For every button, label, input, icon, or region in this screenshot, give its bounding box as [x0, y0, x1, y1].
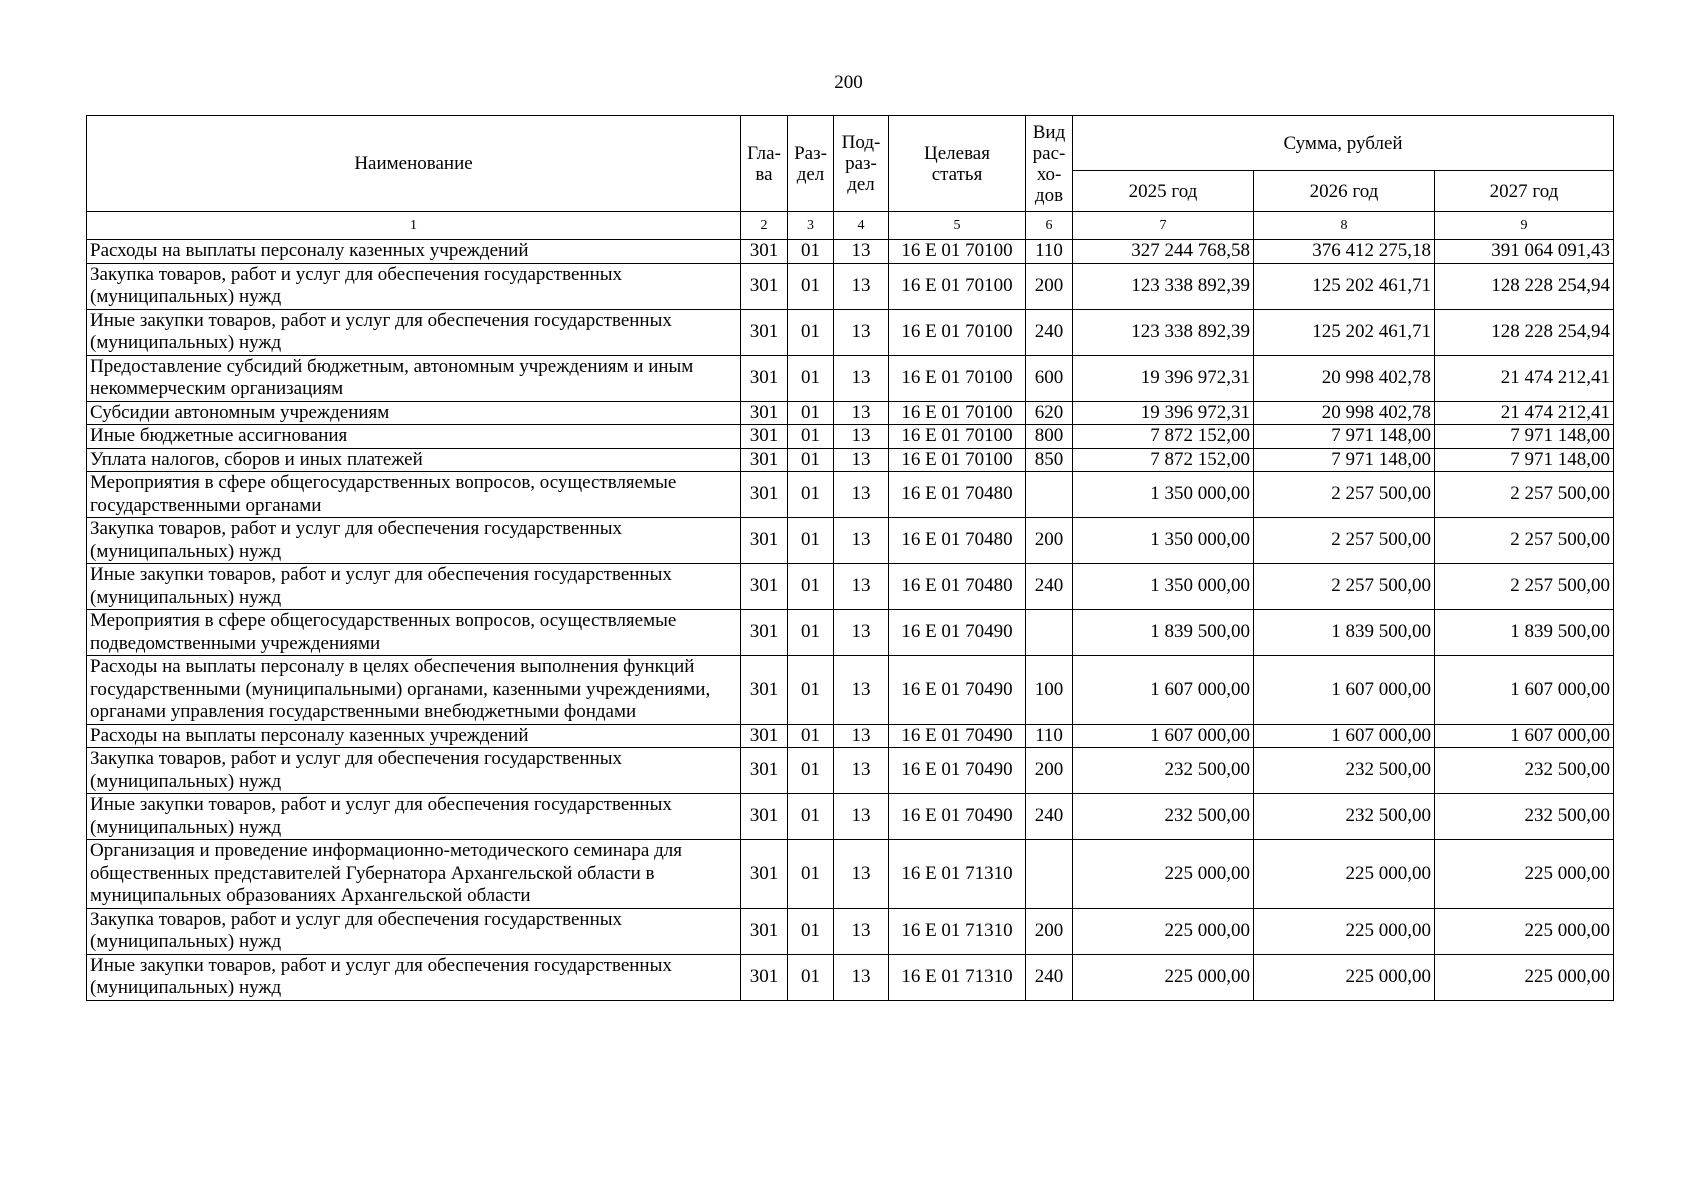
row-subsection: 13	[834, 564, 889, 610]
row-name: Предоставление субсидий бюджетным, автономным учреждениям и иным некоммерческим организациям	[87, 355, 741, 401]
row-sum-2025: 225 000,00	[1073, 954, 1254, 1000]
row-target-article: 16 Е 01 71310	[889, 840, 1026, 909]
row-section: 01	[788, 401, 834, 425]
row-expense-type: 200	[1026, 908, 1073, 954]
table-row	[87, 263, 1614, 309]
row-subsection: 13	[834, 425, 889, 449]
table-row	[87, 610, 1614, 656]
row-sum-2027: 7 971 148,00	[1435, 448, 1614, 472]
row-subsection: 13	[834, 518, 889, 564]
row-sum-2027: 1 607 000,00	[1435, 656, 1614, 725]
table-row	[87, 840, 1614, 909]
row-sum-2026: 232 500,00	[1254, 748, 1435, 794]
row-chapter: 301	[741, 518, 788, 564]
table-row	[87, 425, 1614, 449]
table-row	[87, 564, 1614, 610]
row-sum-2025: 1 350 000,00	[1073, 518, 1254, 564]
row-section: 01	[788, 355, 834, 401]
row-sum-2027: 7 971 148,00	[1435, 425, 1614, 449]
row-sum-2025: 1 607 000,00	[1073, 724, 1254, 748]
row-name: Закупка товаров, работ и услуг для обеспечения государственных (муниципальных) нужд	[87, 748, 741, 794]
row-expense-type: 240	[1026, 564, 1073, 610]
row-subsection: 13	[834, 309, 889, 355]
row-sum-2025: 1 350 000,00	[1073, 564, 1254, 610]
row-sum-2027: 21 474 212,41	[1435, 401, 1614, 425]
row-sum-2026: 125 202 461,71	[1254, 263, 1435, 309]
row-target-article: 16 Е 01 70100	[889, 240, 1026, 264]
row-expense-type: 110	[1026, 724, 1073, 748]
table-row	[87, 724, 1614, 748]
row-sum-2025: 225 000,00	[1073, 908, 1254, 954]
row-target-article: 16 Е 01 70490	[889, 748, 1026, 794]
table-row	[87, 656, 1614, 725]
row-chapter: 301	[741, 263, 788, 309]
budget-table	[86, 115, 1614, 1001]
table-row	[87, 401, 1614, 425]
row-target-article: 16 Е 01 70490	[889, 656, 1026, 725]
table-row	[87, 309, 1614, 355]
row-subsection: 13	[834, 448, 889, 472]
row-expense-type: 800	[1026, 425, 1073, 449]
row-name: Иные закупки товаров, работ и услуг для обеспечения государственных (муниципальных) нужд	[87, 309, 741, 355]
row-section: 01	[788, 425, 834, 449]
row-subsection: 13	[834, 656, 889, 725]
row-expense-type: 200	[1026, 748, 1073, 794]
row-expense-type: 850	[1026, 448, 1073, 472]
row-subsection: 13	[834, 840, 889, 909]
column-number: 2	[741, 212, 788, 240]
row-sum-2025: 123 338 892,39	[1073, 309, 1254, 355]
table-row	[87, 448, 1614, 472]
row-name: Закупка товаров, работ и услуг для обеспечения государственных (муниципальных) нужд	[87, 518, 741, 564]
row-sum-2025: 1 839 500,00	[1073, 610, 1254, 656]
header-subsection: Под- раз- дел	[834, 116, 889, 212]
row-name: Расходы на выплаты персоналу казенных учреждений	[87, 724, 741, 748]
row-sum-2027: 232 500,00	[1435, 794, 1614, 840]
row-sum-2027: 1 839 500,00	[1435, 610, 1614, 656]
row-sum-2025: 1 350 000,00	[1073, 472, 1254, 518]
column-number: 4	[834, 212, 889, 240]
table-row	[87, 908, 1614, 954]
row-section: 01	[788, 309, 834, 355]
row-subsection: 13	[834, 355, 889, 401]
row-section: 01	[788, 472, 834, 518]
row-subsection: 13	[834, 724, 889, 748]
row-subsection: 13	[834, 263, 889, 309]
row-expense-type: 200	[1026, 263, 1073, 309]
row-name: Расходы на выплаты персоналу казенных учреждений	[87, 240, 741, 264]
row-sum-2027: 225 000,00	[1435, 840, 1614, 909]
row-sum-2027: 232 500,00	[1435, 748, 1614, 794]
header-expense-type: Вид рас- хо- дов	[1026, 116, 1073, 212]
header-year-2027: 2027 год	[1435, 171, 1614, 212]
row-section: 01	[788, 840, 834, 909]
row-sum-2027: 2 257 500,00	[1435, 518, 1614, 564]
row-sum-2026: 20 998 402,78	[1254, 355, 1435, 401]
row-sum-2026: 225 000,00	[1254, 840, 1435, 909]
column-number: 1	[87, 212, 741, 240]
row-sum-2025: 225 000,00	[1073, 840, 1254, 909]
row-expense-type: 620	[1026, 401, 1073, 425]
row-section: 01	[788, 954, 834, 1000]
row-sum-2026: 1 607 000,00	[1254, 656, 1435, 725]
row-sum-2026: 125 202 461,71	[1254, 309, 1435, 355]
row-target-article: 16 Е 01 70100	[889, 355, 1026, 401]
row-chapter: 301	[741, 240, 788, 264]
row-sum-2027: 391 064 091,43	[1435, 240, 1614, 264]
table-row	[87, 748, 1614, 794]
row-sum-2027: 2 257 500,00	[1435, 472, 1614, 518]
row-target-article: 16 Е 01 70490	[889, 724, 1026, 748]
row-name: Иные закупки товаров, работ и услуг для обеспечения государственных (муниципальных) нужд	[87, 794, 741, 840]
header-target: Целевая статья	[889, 116, 1026, 212]
row-sum-2027: 1 607 000,00	[1435, 724, 1614, 748]
table-row	[87, 518, 1614, 564]
row-name: Иные закупки товаров, работ и услуг для обеспечения государственных (муниципальных) нужд	[87, 954, 741, 1000]
table-row	[87, 240, 1614, 264]
row-name: Уплата налогов, сборов и иных платежей	[87, 448, 741, 472]
row-chapter: 301	[741, 748, 788, 794]
row-chapter: 301	[741, 840, 788, 909]
row-expense-type: 240	[1026, 794, 1073, 840]
row-subsection: 13	[834, 240, 889, 264]
row-chapter: 301	[741, 656, 788, 725]
row-subsection: 13	[834, 401, 889, 425]
row-chapter: 301	[741, 908, 788, 954]
row-sum-2025: 327 244 768,58	[1073, 240, 1254, 264]
row-sum-2025: 7 872 152,00	[1073, 448, 1254, 472]
row-expense-type: 110	[1026, 240, 1073, 264]
row-sum-2025: 7 872 152,00	[1073, 425, 1254, 449]
row-sum-2025: 19 396 972,31	[1073, 355, 1254, 401]
row-sum-2026: 225 000,00	[1254, 954, 1435, 1000]
row-name: Иные закупки товаров, работ и услуг для обеспечения государственных (муниципальных) нужд	[87, 564, 741, 610]
row-subsection: 13	[834, 610, 889, 656]
table-row	[87, 954, 1614, 1000]
row-sum-2025: 123 338 892,39	[1073, 263, 1254, 309]
row-sum-2027: 225 000,00	[1435, 908, 1614, 954]
table-row	[87, 355, 1614, 401]
row-expense-type	[1026, 472, 1073, 518]
row-sum-2026: 2 257 500,00	[1254, 472, 1435, 518]
row-chapter: 301	[741, 472, 788, 518]
row-target-article: 16 Е 01 70100	[889, 425, 1026, 449]
row-sum-2026: 376 412 275,18	[1254, 240, 1435, 264]
column-number: 8	[1254, 212, 1435, 240]
row-sum-2025: 19 396 972,31	[1073, 401, 1254, 425]
row-section: 01	[788, 656, 834, 725]
header-name: Наименование	[87, 116, 741, 212]
column-number-row	[87, 212, 1614, 240]
row-sum-2026: 1 839 500,00	[1254, 610, 1435, 656]
row-expense-type: 600	[1026, 355, 1073, 401]
row-sum-2027: 21 474 212,41	[1435, 355, 1614, 401]
row-target-article: 16 Е 01 70100	[889, 263, 1026, 309]
table-row	[87, 472, 1614, 518]
row-sum-2025: 232 500,00	[1073, 748, 1254, 794]
row-sum-2026: 20 998 402,78	[1254, 401, 1435, 425]
row-section: 01	[788, 564, 834, 610]
row-sum-2027: 128 228 254,94	[1435, 309, 1614, 355]
row-subsection: 13	[834, 954, 889, 1000]
row-chapter: 301	[741, 610, 788, 656]
row-subsection: 13	[834, 472, 889, 518]
header-section: Раз- дел	[788, 116, 834, 212]
row-chapter: 301	[741, 724, 788, 748]
row-target-article: 16 Е 01 70100	[889, 309, 1026, 355]
row-expense-type: 240	[1026, 954, 1073, 1000]
row-chapter: 301	[741, 425, 788, 449]
row-subsection: 13	[834, 748, 889, 794]
column-number: 6	[1026, 212, 1073, 240]
row-name: Мероприятия в сфере общегосударственных вопросов, осуществляемые подведомственными учреждениями	[87, 610, 741, 656]
row-sum-2026: 1 607 000,00	[1254, 724, 1435, 748]
row-target-article: 16 Е 01 70480	[889, 472, 1026, 518]
row-section: 01	[788, 240, 834, 264]
row-chapter: 301	[741, 794, 788, 840]
row-target-article: 16 Е 01 70480	[889, 518, 1026, 564]
row-chapter: 301	[741, 564, 788, 610]
row-expense-type	[1026, 610, 1073, 656]
row-target-article: 16 Е 01 70490	[889, 610, 1026, 656]
row-target-article: 16 Е 01 71310	[889, 908, 1026, 954]
row-name: Закупка товаров, работ и услуг для обеспечения государственных (муниципальных) нужд	[87, 263, 741, 309]
row-section: 01	[788, 748, 834, 794]
row-expense-type: 240	[1026, 309, 1073, 355]
row-sum-2025: 232 500,00	[1073, 794, 1254, 840]
row-sum-2027: 128 228 254,94	[1435, 263, 1614, 309]
row-name: Субсидии автономным учреждениям	[87, 401, 741, 425]
row-target-article: 16 Е 01 70480	[889, 564, 1026, 610]
row-expense-type: 200	[1026, 518, 1073, 564]
row-section: 01	[788, 263, 834, 309]
page-number: 200	[834, 72, 863, 93]
row-sum-2026: 225 000,00	[1254, 908, 1435, 954]
row-subsection: 13	[834, 794, 889, 840]
row-sum-2026: 2 257 500,00	[1254, 564, 1435, 610]
column-number: 7	[1073, 212, 1254, 240]
row-chapter: 301	[741, 448, 788, 472]
row-name: Расходы на выплаты персоналу в целях обеспечения выполнения функций государственными (муниципальными) органами, казенными учреждениями, органами управления государственными внебюджетными фондами	[87, 656, 741, 725]
row-name: Иные бюджетные ассигнования	[87, 425, 741, 449]
row-chapter: 301	[741, 954, 788, 1000]
table-row	[87, 794, 1614, 840]
row-expense-type	[1026, 840, 1073, 909]
row-section: 01	[788, 724, 834, 748]
row-target-article: 16 Е 01 70100	[889, 401, 1026, 425]
row-section: 01	[788, 794, 834, 840]
row-name: Закупка товаров, работ и услуг для обеспечения государственных (муниципальных) нужд	[87, 908, 741, 954]
header-chapter: Гла- ва	[741, 116, 788, 212]
row-section: 01	[788, 908, 834, 954]
row-section: 01	[788, 448, 834, 472]
row-expense-type: 100	[1026, 656, 1073, 725]
row-sum-2026: 7 971 148,00	[1254, 448, 1435, 472]
row-target-article: 16 Е 01 70100	[889, 448, 1026, 472]
row-sum-2027: 225 000,00	[1435, 954, 1614, 1000]
row-sum-2027: 2 257 500,00	[1435, 564, 1614, 610]
row-sum-2026: 232 500,00	[1254, 794, 1435, 840]
row-chapter: 301	[741, 309, 788, 355]
row-sum-2025: 1 607 000,00	[1073, 656, 1254, 725]
header-sum: Сумма, рублей	[1073, 116, 1614, 171]
column-number: 3	[788, 212, 834, 240]
header-year-2026: 2026 год	[1254, 171, 1435, 212]
row-target-article: 16 Е 01 70490	[889, 794, 1026, 840]
header-year-2025: 2025 год	[1073, 171, 1254, 212]
row-subsection: 13	[834, 908, 889, 954]
row-chapter: 301	[741, 401, 788, 425]
column-number: 9	[1435, 212, 1614, 240]
row-sum-2026: 2 257 500,00	[1254, 518, 1435, 564]
row-sum-2026: 7 971 148,00	[1254, 425, 1435, 449]
row-section: 01	[788, 610, 834, 656]
table-body	[87, 240, 1614, 1001]
row-name: Организация и проведение информационно-методического семинара для общественных представителей Губернатора Архангельской области в муниципальных образованиях Архангельской области	[87, 840, 741, 909]
row-target-article: 16 Е 01 71310	[889, 954, 1026, 1000]
row-section: 01	[788, 518, 834, 564]
row-name: Мероприятия в сфере общегосударственных вопросов, осуществляемые государственными органами	[87, 472, 741, 518]
row-chapter: 301	[741, 355, 788, 401]
column-number: 5	[889, 212, 1026, 240]
